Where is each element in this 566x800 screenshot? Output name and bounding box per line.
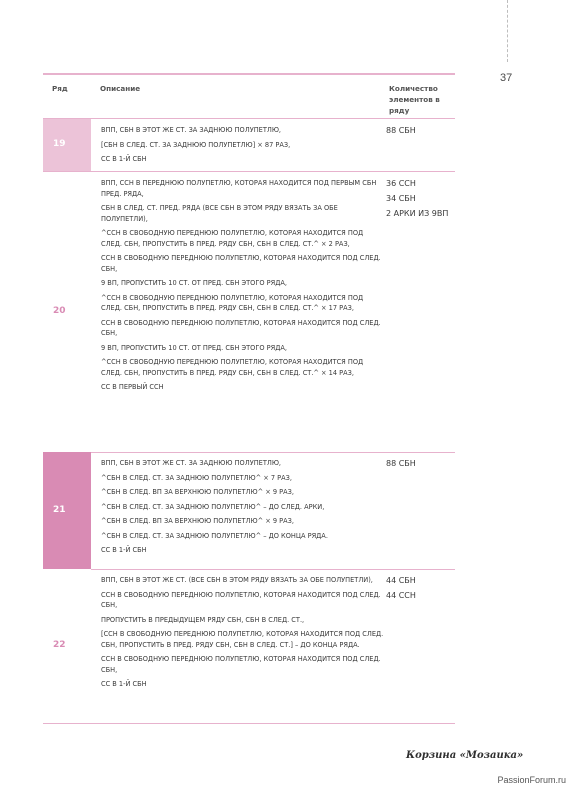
row-number-block <box>43 452 91 569</box>
count-value: 88 СБН <box>386 459 416 468</box>
count-value: 44 ССН <box>386 591 416 600</box>
row-19 <box>43 119 455 171</box>
instruction-line: СС В 1-Й СБН <box>101 546 147 554</box>
header-description: Описание <box>100 84 141 93</box>
header-row: Ряд <box>52 84 68 93</box>
row-number-block <box>43 569 91 723</box>
instruction-line: ССН В СВОБОДНУЮ ПЕРЕДНЮЮ ПОЛУПЕТЛЮ, КОТОРАЯ НАХОДИТСЯ ПОД СЛЕД. СБН, <box>101 655 381 674</box>
row-20 <box>43 172 455 452</box>
count-value: 34 СБН <box>386 194 416 203</box>
count-value: 36 ССН <box>386 179 416 188</box>
instruction-line: ^ССН В СВОБОДНУЮ ПЕРЕДНЮЮ ПОЛУПЕТЛЮ, КОТОРАЯ НАХОДИТСЯ ПОД СЛЕД. СБН, ПРОПУСТИТЬ В ПРЕД. РЯДУ СБН, СБН В СЛЕД. СТ.^ × 2 РАЗ, <box>101 229 364 248</box>
row-count <box>386 458 456 473</box>
page-number: 37 <box>500 72 513 84</box>
instruction-line: СС В 1-Й СБН <box>101 680 147 688</box>
table-top-rule <box>43 73 455 75</box>
instruction-line: ССН В СВОБОДНУЮ ПЕРЕДНЮЮ ПОЛУПЕТЛЮ, КОТОРАЯ НАХОДИТСЯ ПОД СЛЕД. СБН, <box>101 318 381 337</box>
row-21 <box>43 452 455 569</box>
instruction-line: СБН В СЛЕД. СТ. ПРЕД. РЯДА (ВСЕ СБН В ЭТОМ РЯДУ ВЯЗАТЬ ЗА ОБЕ ПОЛУПЕТЛИ), <box>101 204 338 223</box>
row-description <box>101 458 386 560</box>
count-value: 88 СБН <box>386 126 416 135</box>
instruction-line: 9 ВП, ПРОПУСТИТЬ 10 СТ. ОТ ПРЕД. СБН ЭТОГО РЯДА, <box>101 343 287 352</box>
instruction-line: ССН В СВОБОДНУЮ ПЕРЕДНЮЮ ПОЛУПЕТЛЮ, КОТОРАЯ НАХОДИТСЯ ПОД СЛЕД. СБН, <box>101 590 381 609</box>
instruction-line: ССН В СВОБОДНУЮ ПЕРЕДНЮЮ ПОЛУПЕТЛЮ, КОТОРАЯ НАХОДИТСЯ ПОД СЛЕД. СБН, <box>101 254 381 273</box>
instruction-line: СС В ПЕРВЫЙ ССН <box>101 383 164 391</box>
margin-dash-line <box>507 0 508 62</box>
instruction-line: СС В 1-Й СБН <box>101 155 147 163</box>
row-number-block <box>43 172 91 452</box>
row-divider <box>43 723 455 724</box>
instruction-line: ^СБН В СЛЕД. ВП ЗА ВЕРХНЮЮ ПОЛУПЕТЛЮ^ × 9 РАЗ, <box>101 517 294 525</box>
row-count <box>386 575 456 605</box>
watermark: PassionForum.ru <box>497 775 566 785</box>
header-count: Количество элементов в ряду <box>389 84 440 115</box>
row-number: 20 <box>53 306 66 316</box>
instruction-line: ^ССН В СВОБОДНУЮ ПЕРЕДНЮЮ ПОЛУПЕТЛЮ, КОТОРАЯ НАХОДИТСЯ ПОД СЛЕД. СБН, ПРОПУСТИТЬ В ПРЕД. РЯДУ СБН, СБН В СЛЕД. СТ.^ × 17 РАЗ, <box>101 293 364 312</box>
instruction-line: ВПП, СБН В ЭТОТ ЖЕ СТ. ЗА ЗАДНЮЮ ПОЛУПЕТЛЮ, <box>101 126 282 134</box>
instruction-line: ^ССН В СВОБОДНУЮ ПЕРЕДНЮЮ ПОЛУПЕТЛЮ, КОТОРАЯ НАХОДИТСЯ ПОД СЛЕД. СБН, ПРОПУСТИТЬ В ПРЕД. РЯДУ СБН, СБН В СЛЕД. СТ.^ × 14 РАЗ, <box>101 358 364 377</box>
row-count <box>386 125 456 140</box>
row-description <box>101 575 386 694</box>
count-value: 44 СБН <box>386 576 416 585</box>
instruction-line: ^СБН В СЛЕД. СТ. ЗА ЗАДНЮЮ ПОЛУПЕТЛЮ^ – ДО СЛЕД. АРКИ, <box>101 502 325 511</box>
row-count <box>386 178 456 223</box>
instruction-line: ^СБН В СЛЕД. СТ. ЗА ЗАДНЮЮ ПОЛУПЕТЛЮ^ – ДО КОНЦА РЯДА. <box>101 531 328 540</box>
book-title: Корзина «Мозаика» <box>406 750 524 761</box>
instruction-line: ^СБН В СЛЕД. СТ. ЗА ЗАДНЮЮ ПОЛУПЕТЛЮ^ × 7 РАЗ, <box>101 473 292 482</box>
instruction-line: ВПП, ССН В ПЕРЕДНЮЮ ПОЛУПЕТЛЮ, КОТОРАЯ НАХОДИТСЯ ПОД ПЕРВЫМ СБН ПРЕД. РЯДА, <box>101 179 377 198</box>
instruction-line: ВПП, СБН В ЭТОТ ЖЕ СТ. (ВСЕ СБН В ЭТОМ РЯДУ ВЯЗАТЬ ЗА ОБЕ ПОЛУПЕТЛИ), <box>101 576 373 584</box>
instruction-line: ПРОПУСТИТЬ В ПРЕДЫДУЩЕМ РЯДУ СБН, СБН В СЛЕД. СТ., <box>101 615 305 624</box>
instruction-line: 9 ВП, ПРОПУСТИТЬ 10 СТ. ОТ ПРЕД. СБН ЭТОГО РЯДА, <box>101 279 287 287</box>
instruction-line: ВПП, СБН В ЭТОТ ЖЕ СТ. ЗА ЗАДНЮЮ ПОЛУПЕТЛЮ, <box>101 459 282 467</box>
count-value: 2 АРКИ ИЗ 9ВП <box>386 209 449 218</box>
row-number: 22 <box>53 640 66 650</box>
row-number: 19 <box>53 139 66 149</box>
row-number: 21 <box>53 504 66 515</box>
instruction-line: [СБН В СЛЕД. СТ. ЗА ЗАДНЮЮ ПОЛУПЕТЛЮ] × 87 РАЗ, <box>101 140 291 149</box>
instruction-line: [ССН В СВОБОДНУЮ ПЕРЕДНЮЮ ПОЛУПЕТЛЮ, КОТОРАЯ НАХОДИТСЯ ПОД СЛЕД. СБН, ПРОПУСТИТЬ В ПРЕД. РЯДУ СБН, СБН В СЛЕД. СТ.] – ДО КОНЦА РЯДА. <box>101 630 384 649</box>
row-description <box>101 178 386 397</box>
row-description <box>101 125 386 169</box>
row-number-block <box>43 119 91 171</box>
row-22 <box>43 569 455 723</box>
instruction-line: ^СБН В СЛЕД. ВП ЗА ВЕРХНЮЮ ПОЛУПЕТЛЮ^ × 9 РАЗ, <box>101 488 294 496</box>
